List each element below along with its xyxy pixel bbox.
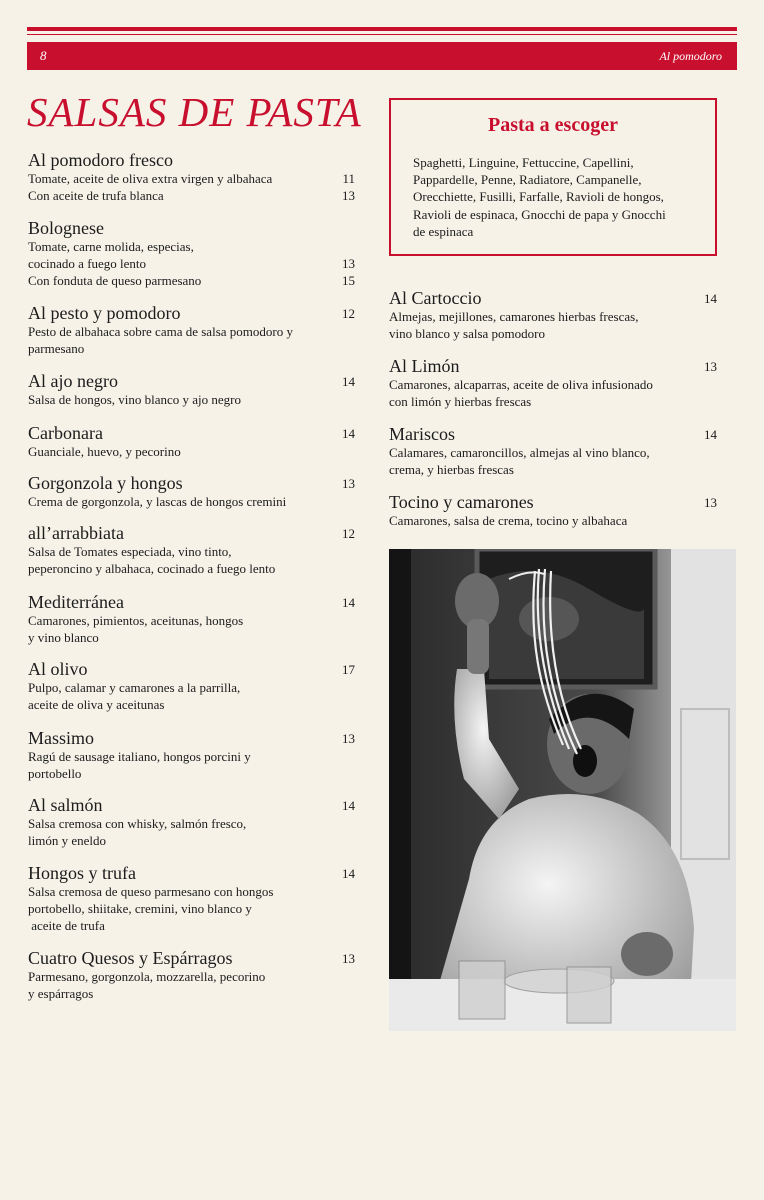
menu-item (389, 356, 717, 410)
desc-line: Tomate, aceite de oliva extra virgen y albahaca 11 (28, 171, 355, 186)
line-price: 13 (342, 256, 355, 271)
item-price: 14 (704, 427, 717, 442)
header-rule-thin (27, 34, 737, 35)
item-description (28, 612, 355, 646)
menu-item (28, 659, 355, 713)
desc-line: Calamares, camaroncillos, almejas al vino blanco, (389, 445, 650, 460)
item-name: Cuatro Quesos y Espárragos (28, 948, 233, 968)
item-price: 13 (342, 951, 355, 966)
desc-line: Camarones, salsa de crema, tocino y albahaca (389, 513, 628, 528)
desc-line: vino blanco y salsa pomodoro (389, 326, 545, 341)
section-name: Al pomodoro (659, 49, 722, 63)
desc-line: aceite de trufa (28, 918, 105, 933)
item-name: Al pesto y pomodoro (28, 303, 181, 323)
desc-line: y vino blanco (28, 630, 99, 645)
desc-line: Salsa de hongos, vino blanco y ajo negro (28, 392, 242, 407)
item-description (28, 391, 355, 408)
item-name: Hongos y trufa (28, 863, 136, 883)
desc-line: Camarones, alcaparras, aceite de oliva infusionado (389, 377, 653, 392)
menu-item (28, 863, 355, 934)
menu-item (28, 423, 355, 460)
item-description (389, 444, 717, 478)
desc-line: Guanciale, huevo, y pecorino (28, 444, 181, 459)
menu-item (28, 592, 355, 646)
desc-line: Con aceite de trufa blanca 13 (28, 188, 355, 203)
item-description (28, 679, 355, 713)
item-name: Mediterránea (28, 592, 124, 612)
item-description (28, 170, 355, 204)
item-description (28, 238, 355, 289)
line-price: 15 (342, 273, 355, 288)
item-price: 12 (342, 306, 355, 321)
desc-line: parmesano (28, 341, 85, 356)
menu-item (389, 288, 717, 342)
photo-illustration (389, 549, 736, 1031)
desc-line: limón y eneldo (28, 833, 106, 848)
menu-item (28, 303, 355, 357)
item-description (389, 512, 717, 529)
item-name: Al ajo negro (28, 371, 118, 391)
item-description (28, 968, 355, 1002)
pasta-box-list (413, 154, 697, 240)
desc-line: Crema de gorgonzola, y lascas de hongos cremini (28, 494, 287, 509)
item-price: 14 (342, 866, 355, 881)
item-name: Carbonara (28, 423, 103, 443)
item-price: 14 (704, 291, 717, 306)
desc-line: y espárragos (28, 986, 94, 1001)
pasta-choice-box (389, 98, 717, 256)
item-name: all’arrabbiata (28, 523, 124, 543)
item-name: Al olivo (28, 659, 88, 679)
item-name: Gorgonzola y hongos (28, 473, 183, 493)
item-description (28, 493, 355, 510)
item-price: 14 (342, 426, 355, 441)
pasta-line: Pappardelle, Penne, Radiatore, Campanelle, (413, 172, 642, 188)
item-name: Bolognese (28, 218, 104, 238)
header-rule-thick (27, 27, 737, 31)
header-band (27, 42, 737, 70)
menu-item (28, 150, 355, 204)
desc-line: Pulpo, calamar y camarones a la parrilla, (28, 680, 241, 695)
item-description (28, 323, 355, 357)
item-description (389, 308, 717, 342)
menu-item (28, 728, 355, 782)
desc-line: Salsa de Tomates especiada, vino tinto, (28, 544, 232, 559)
desc-line: Con fonduta de queso parmesano 15 (28, 273, 355, 288)
item-name: Al salmón (28, 795, 103, 815)
vintage-photo (389, 549, 736, 1031)
line-price: 11 (342, 171, 355, 186)
page-title: SALSAS DE PASTA (27, 89, 362, 135)
menu-item (28, 948, 355, 1002)
pasta-line: Orecchiette, Fusilli, Farfalle, Ravioli de hongos, (413, 189, 664, 205)
item-name: Al pomodoro fresco (28, 150, 173, 170)
item-price: 13 (342, 731, 355, 746)
item-name: Al Cartoccio (389, 288, 482, 308)
desc-line: Parmesano, gorgonzola, mozzarella, pecorino (28, 969, 266, 984)
pasta-line: Ravioli de espinaca, Gnocchi de papa y Gnocchi (413, 206, 666, 222)
pasta-line: de espinaca (413, 223, 474, 239)
item-description (28, 748, 355, 782)
item-description (28, 443, 355, 460)
line-price: 13 (342, 188, 355, 203)
item-price: 13 (704, 359, 717, 374)
desc-line: crema, y hierbas frescas (389, 462, 514, 477)
item-price: 17 (342, 662, 355, 677)
item-price: 12 (342, 526, 355, 541)
item-description (28, 815, 355, 849)
item-price: 13 (704, 495, 717, 510)
menu-item (389, 424, 717, 478)
item-description (28, 543, 355, 577)
desc-line: peperoncino y albahaca, cocinado a fuego lento (28, 561, 276, 576)
item-price: 14 (342, 595, 355, 610)
menu-item (28, 371, 355, 408)
desc-line: portobello, shiitake, cremini, vino blanco y (28, 901, 252, 916)
desc-line: Salsa cremosa de queso parmesano con hongos (28, 884, 274, 899)
desc-line: Salsa cremosa con whisky, salmón fresco, (28, 816, 247, 831)
desc-line: con limón y hierbas frescas (389, 394, 532, 409)
item-description (389, 376, 717, 410)
item-name: Mariscos (389, 424, 455, 444)
menu-item (28, 523, 355, 577)
desc-line: Almejas, mejillones, camarones hierbas frescas, (389, 309, 639, 324)
desc-line: Camarones, pimientos, aceitunas, hongos (28, 613, 244, 628)
page-number: 8 (40, 48, 47, 63)
desc-line: Tomate, carne molida, especias, (28, 239, 194, 254)
item-name: Massimo (28, 728, 95, 748)
item-price: 14 (342, 374, 355, 389)
item-price: 13 (342, 476, 355, 491)
desc-line: aceite de oliva y aceitunas (28, 697, 165, 712)
item-name: Tocino y camarones (389, 492, 534, 512)
desc-line: Pesto de albahaca sobre cama de salsa pomodoro y (28, 324, 293, 339)
item-price: 14 (342, 798, 355, 813)
menu-item (28, 218, 355, 289)
item-description (28, 883, 355, 934)
desc-line: portobello (28, 766, 82, 781)
desc-line: cocinado a fuego lento 13 (28, 256, 355, 271)
menu-item (28, 473, 355, 510)
pasta-box-title: Pasta a escoger (488, 114, 618, 136)
menu-item (28, 795, 355, 849)
menu-item (389, 492, 717, 529)
item-name: Al Limón (389, 356, 460, 376)
desc-line: Ragú de sausage italiano, hongos porcini y (28, 749, 251, 764)
pasta-line: Spaghetti, Linguine, Fettuccine, Capellini, (413, 155, 634, 170)
